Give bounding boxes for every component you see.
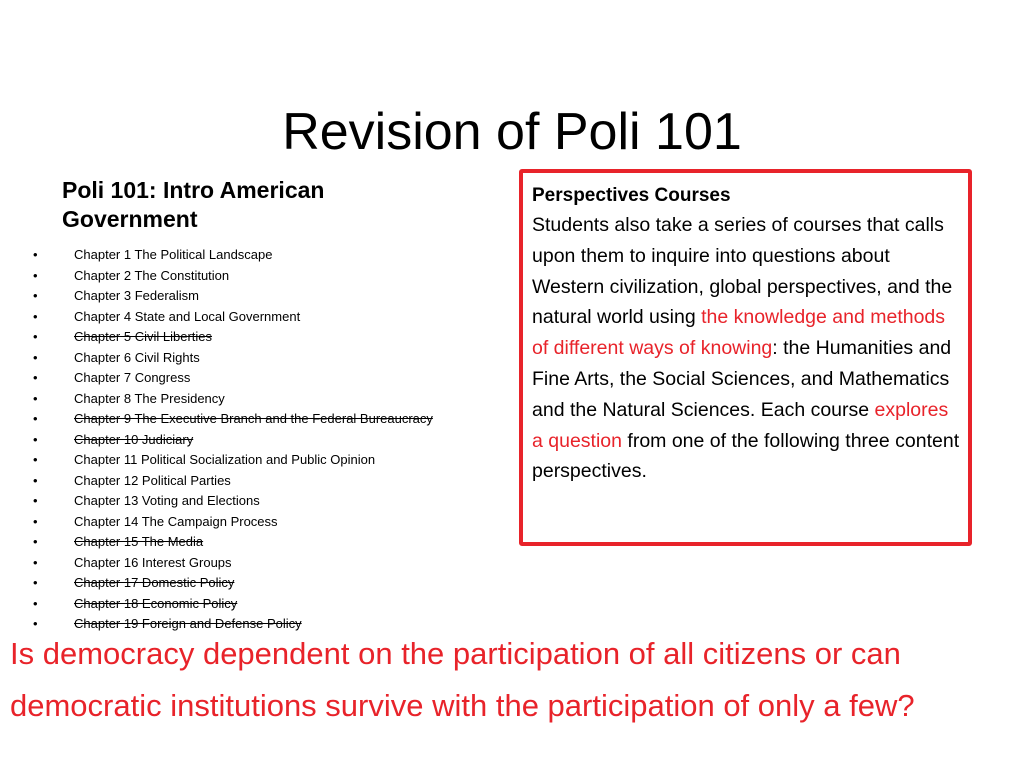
chapter-label: Chapter 17 Domestic Policy: [74, 575, 235, 590]
chapter-label: Chapter 11 Political Socialization and Public Opinion: [74, 452, 376, 467]
bullet-icon: •: [33, 554, 38, 570]
chapter-item: [30, 245, 510, 266]
chapter-item: [30, 553, 510, 574]
chapter-label: Chapter 1 The Political Landscape: [74, 247, 273, 262]
chapter-label: Chapter 19 Foreign and Defense Policy: [74, 616, 302, 631]
chapter-item: [30, 512, 510, 533]
chapter-item: [30, 594, 510, 615]
chapter-label: Chapter 16 Interest Groups: [74, 554, 232, 570]
bullet-icon: •: [33, 452, 38, 467]
chapter-item: [30, 532, 510, 553]
bullet-icon: •: [33, 370, 38, 385]
bullet-icon: •: [33, 247, 38, 262]
chapter-label: Chapter 5 Civil Liberties: [74, 329, 213, 344]
perspectives-highlight-ways-of-knowing: the knowledge and methods of different ways of knowing: [532, 306, 946, 360]
bullet-icon: •: [33, 267, 38, 283]
bullet-icon: •: [33, 513, 38, 529]
chapter-item: [30, 389, 510, 410]
course-heading: Poli 101: Intro American Government: [62, 177, 325, 232]
bullet-icon: •: [33, 329, 38, 344]
perspectives-body: [532, 210, 960, 487]
chapter-item: [30, 471, 510, 492]
chapter-item: [30, 327, 510, 348]
chapter-item: [30, 266, 510, 287]
chapter-label: Chapter 10 Judiciary: [74, 431, 194, 447]
chapter-label: Chapter 13 Voting and Elections: [74, 493, 260, 508]
bullet-icon: •: [33, 431, 38, 447]
chapter-label: Chapter 6 Civil Rights: [74, 349, 200, 365]
bullet-icon: •: [33, 390, 38, 406]
bullet-icon: •: [33, 616, 38, 631]
perspectives-box: [519, 169, 972, 546]
chapter-item: [30, 368, 510, 389]
chapter-label: Chapter 8 The Presidency: [74, 390, 225, 406]
chapter-label: Chapter 12 Political Parties: [74, 472, 231, 488]
bullet-icon: •: [33, 349, 38, 365]
perspectives-text-1: Students also take a series of courses that calls upon them to inquire into questions about Western civilization, global perspectives, and the natural world using: [532, 214, 953, 329]
chapter-item: [30, 409, 510, 430]
guiding-question: Is democracy dependent on the participation of all citizens or can democratic institutions survive with the participation of only a few?: [10, 636, 915, 723]
chapter-item: [30, 450, 510, 471]
chapter-label: Chapter 2 The Constitution: [74, 267, 230, 283]
bullet-icon: •: [33, 595, 38, 611]
perspectives-title: Perspectives Courses: [532, 185, 731, 206]
chapter-label: Chapter 3 Federalism: [74, 288, 199, 303]
perspectives-text-3: from one of the following three content perspectives.: [532, 429, 960, 483]
chapter-list: [30, 245, 510, 635]
chapter-item: [30, 430, 510, 451]
chapter-label: Chapter 7 Congress: [74, 370, 191, 385]
chapter-item: [30, 286, 510, 307]
bullet-icon: •: [33, 493, 38, 508]
chapter-item: [30, 573, 510, 594]
bullet-icon: •: [33, 288, 38, 303]
chapter-item: [30, 307, 510, 328]
perspectives-highlight-explores-question: explores a question: [532, 398, 949, 452]
chapter-label: Chapter 15 The Media: [74, 534, 204, 549]
perspectives-text-2: : the Humanities and Fine Arts, the Social Sciences, and Mathematics and the Natural Sciences. Each course: [532, 337, 952, 421]
chapter-label: Chapter 4 State and Local Government: [74, 308, 301, 324]
bullet-icon: •: [33, 308, 38, 324]
bullet-icon: •: [33, 534, 38, 549]
bullet-icon: •: [33, 575, 38, 590]
chapter-label: Chapter 14 The Campaign Process: [74, 513, 278, 529]
slide-title: Revision of Poli 101: [282, 102, 742, 161]
chapter-item: [30, 348, 510, 369]
bullet-icon: •: [33, 411, 38, 426]
bullet-icon: •: [33, 472, 38, 488]
chapter-label: Chapter 18 Economic Policy: [74, 595, 238, 611]
chapter-label: Chapter 9 The Executive Branch and the Federal Bureaucracy: [74, 411, 433, 426]
chapter-item: [30, 491, 510, 512]
